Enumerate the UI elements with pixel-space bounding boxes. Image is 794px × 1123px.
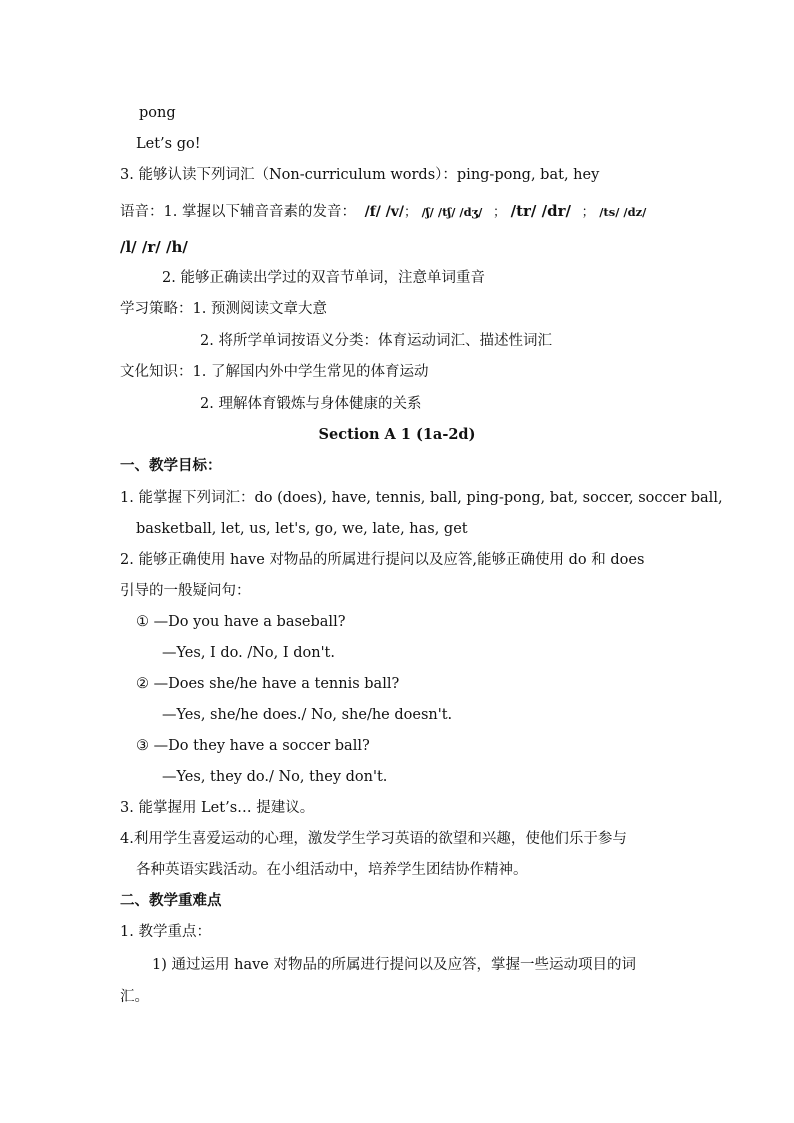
text-line: 2. 将所学单词按语义分类：体育运动词汇、描述性词汇 [200, 333, 552, 349]
dialogue-answer: —Yes, I do. /No, I don't. [162, 645, 335, 661]
strategy-text: 1. 预测阅读文章大意 [192, 301, 327, 317]
text-line: 各种英语实践活动。在小组活动中，培养学生团结协作精神。 [136, 862, 528, 878]
separator: ； [493, 205, 507, 220]
text-line: 1. 教学重点： [120, 924, 211, 940]
text-line: basketball, let, us, let's, go, we, late, has, get [136, 521, 468, 537]
text-line: 引导的一般疑问句： [120, 583, 251, 599]
strategy-label: 学习策略： [120, 301, 193, 317]
text-line: 2. 能够正确使用 have 对物品的所属进行提问以及应答,能够正确使用 do 和 does [120, 552, 645, 568]
heading-objectives: 一、教学目标： [120, 457, 222, 474]
ipa-group: /ʃ/ /tʃ/ /dʒ/ [421, 205, 483, 219]
ipa-group: /l/ /r/ /h/ [120, 238, 188, 256]
separator: ； [581, 205, 595, 220]
phonics-line-cont [120, 237, 188, 258]
ipa-group: /tr/ /dr/ [510, 202, 571, 220]
dialogue-answer: —Yes, she/he does./ No, she/he doesn't. [162, 707, 453, 723]
dialogue-question: ③ —Do they have a soccer ball? [136, 738, 370, 754]
phonics-line [120, 201, 646, 223]
section-title: Section A 1 (1a-2d) [318, 426, 476, 443]
dialogue-answer: —Yes, they do./ No, they don't. [162, 769, 388, 785]
dialogue-question: ① —Do you have a baseball? [136, 614, 346, 630]
text-line: 2. 能够正确读出学过的双音节单词，注意单词重音 [162, 270, 485, 286]
text-line: 4.利用学生喜爱运动的心理，激发学生学习英语的欲望和兴趣，使他们乐于参与 [120, 831, 627, 847]
text-line: 汇。 [120, 989, 149, 1005]
text-line: 1. 能掌握下列词汇：do (does), have, tennis, ball, ping-pong, bat, soccer, soccer ball, [120, 490, 723, 506]
culture-text: 1. 了解国内外中学生常见的体育运动 [192, 364, 429, 380]
strategy-line [120, 299, 327, 319]
ipa-group: /ts/ /dz/ [599, 205, 647, 219]
text-line: 3. 能掌握用 Let’s… 提建议。 [120, 800, 315, 816]
dialogue-question: ② —Does she/he have a tennis ball? [136, 676, 400, 692]
text-line: 1) 通过运用 have 对物品的所属进行提问以及应答，掌握一些运动项目的词 [152, 957, 636, 973]
phonics-label: 语音：1. 掌握以下辅音音素的发音： [120, 204, 356, 220]
heading-key-points: 二、教学重难点 [120, 892, 222, 909]
text-line: 3. 能够认读下列词汇（Non-curriculum words）：ping-pong, bat, hey [120, 167, 600, 183]
text-line: pong [139, 105, 176, 121]
separator: ； [404, 205, 418, 220]
ipa-group: /f/ /v/ [364, 204, 405, 220]
text-line: Let’s go! [136, 136, 201, 152]
culture-line [120, 362, 428, 382]
text-line: 2. 理解体育锻炼与身体健康的关系 [200, 396, 422, 412]
culture-label: 文化知识： [120, 364, 193, 380]
